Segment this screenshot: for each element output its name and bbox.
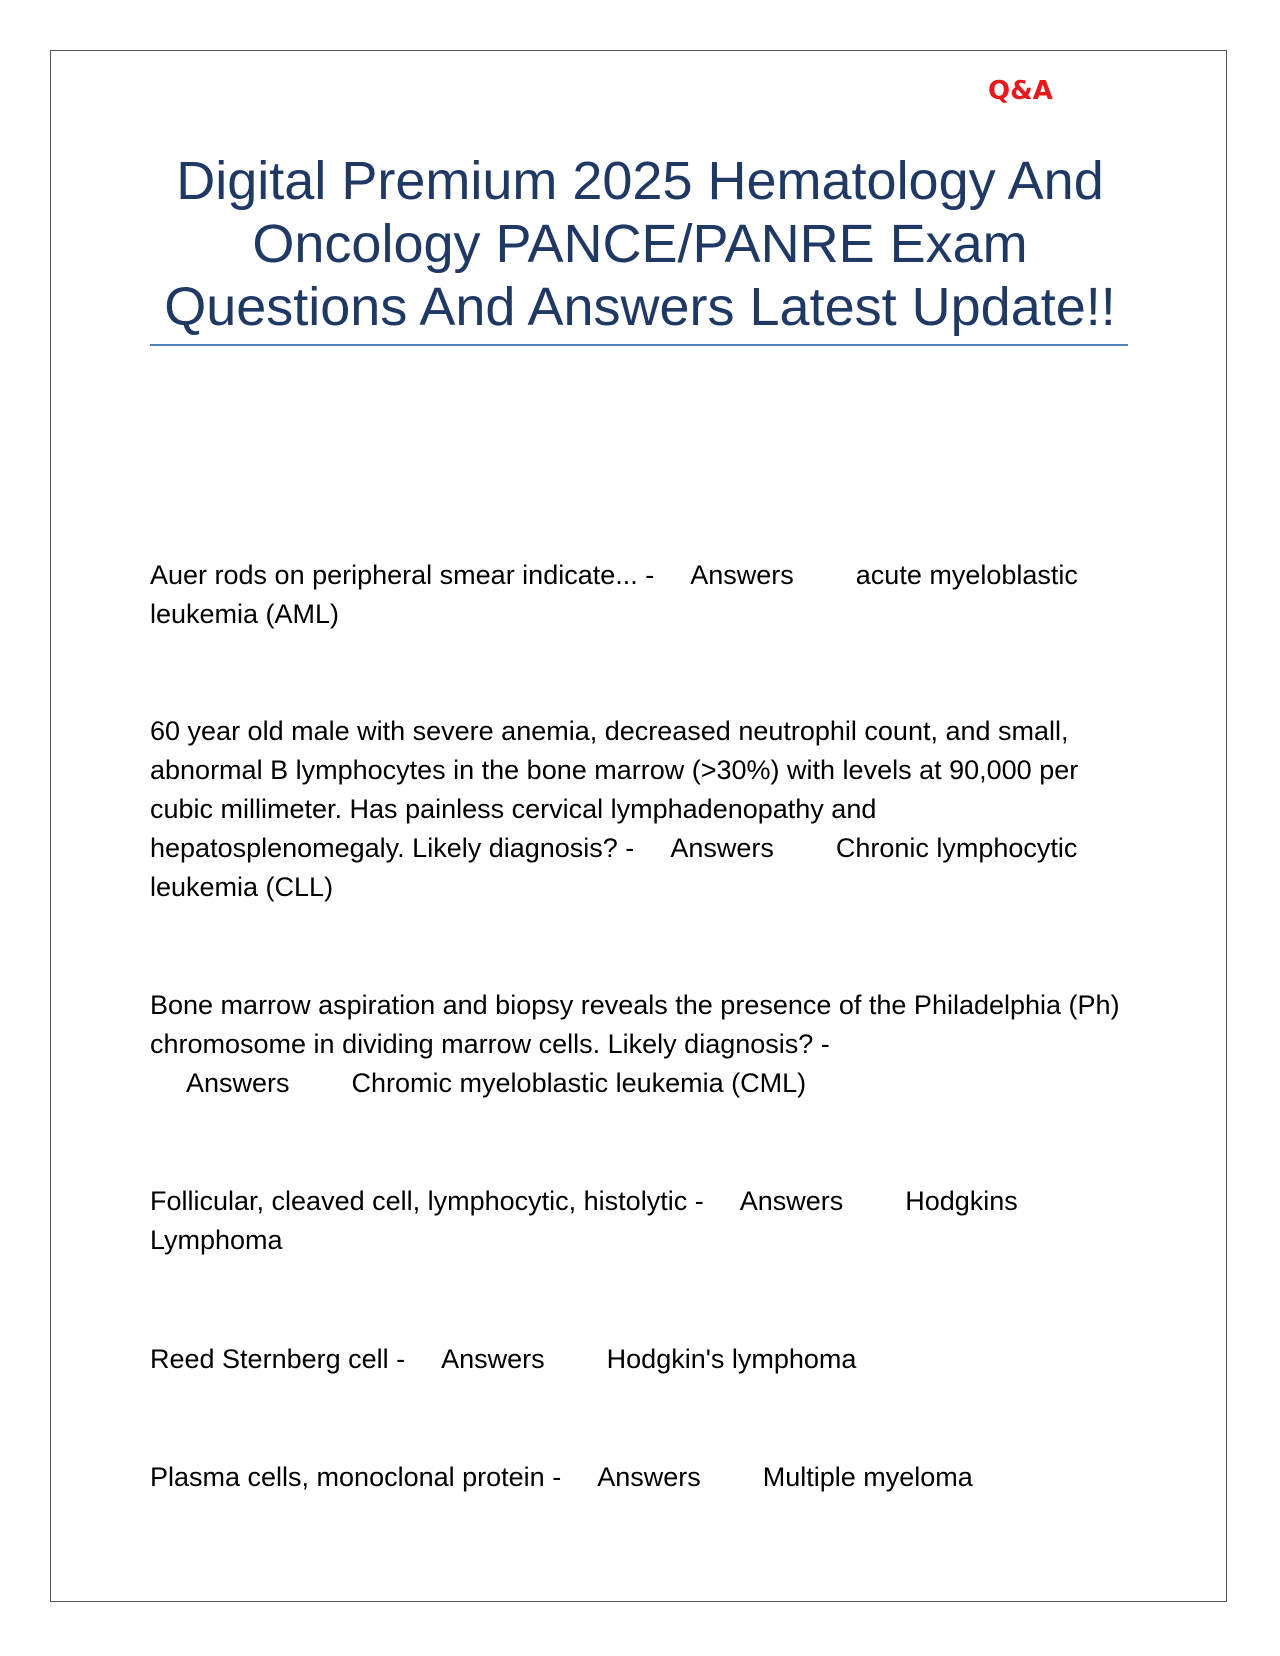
title-underline [150,344,1128,346]
answer-label: Answers [739,1186,844,1216]
answer-label: Answers [670,833,774,863]
question-text: 60 year old male with severe anemia, decreased neutrophil count, and small, abnormal B lymphocytes in the bone marrow (>30%) with levels at 90,000 per cubic millimeter. Has painless cervical lymphadenopathy and hepatosplenomegaly. Likely diagnosis? - [150,716,1079,863]
qa-badge: Q&A [988,76,1053,106]
qa-item-2 [150,712,1130,907]
answer-text: Hodgkins Lymphoma [150,1186,1018,1255]
answer-label: Answers [690,560,794,590]
qa-item-6 [150,1458,1130,1497]
answer-text: Chronic lymphocytic leukemia (CLL) [150,833,1078,902]
answer-label: Answers [186,1068,290,1098]
qa-item-5 [150,1340,1130,1379]
question-text: Bone marrow aspiration and biopsy reveals the presence of the Philadelphia (Ph) chromosome in dividing marrow cells. Likely diagnosis? - [150,990,1120,1059]
qa-item-1 [150,556,1130,634]
question-text: Auer rods on peripheral smear indicate... - [150,560,655,590]
question-text: Follicular, cleaved cell, lymphocytic, histolytic - [150,1186,704,1216]
answer-text: Hodgkin's lymphoma [606,1344,857,1374]
answer-label: Answers [441,1344,545,1374]
question-text: Plasma cells, monoclonal protein - [150,1462,562,1492]
answer-text: Multiple myeloma [762,1462,973,1492]
answer-text: acute myeloblastic leukemia (AML) [150,560,1078,629]
qa-item-4 [150,1182,1130,1260]
answer-label: Answers [597,1462,701,1492]
document-title: Digital Premium 2025 Hematology And Oncology PANCE/PANRE Exam Questions And Answers Latest Update!! [164,151,1116,337]
answer-text: Chromic myeloblastic leukemia (CML) [351,1068,807,1098]
qa-item-3 [150,986,1130,1103]
question-text: Reed Sternberg cell - [150,1344,406,1374]
